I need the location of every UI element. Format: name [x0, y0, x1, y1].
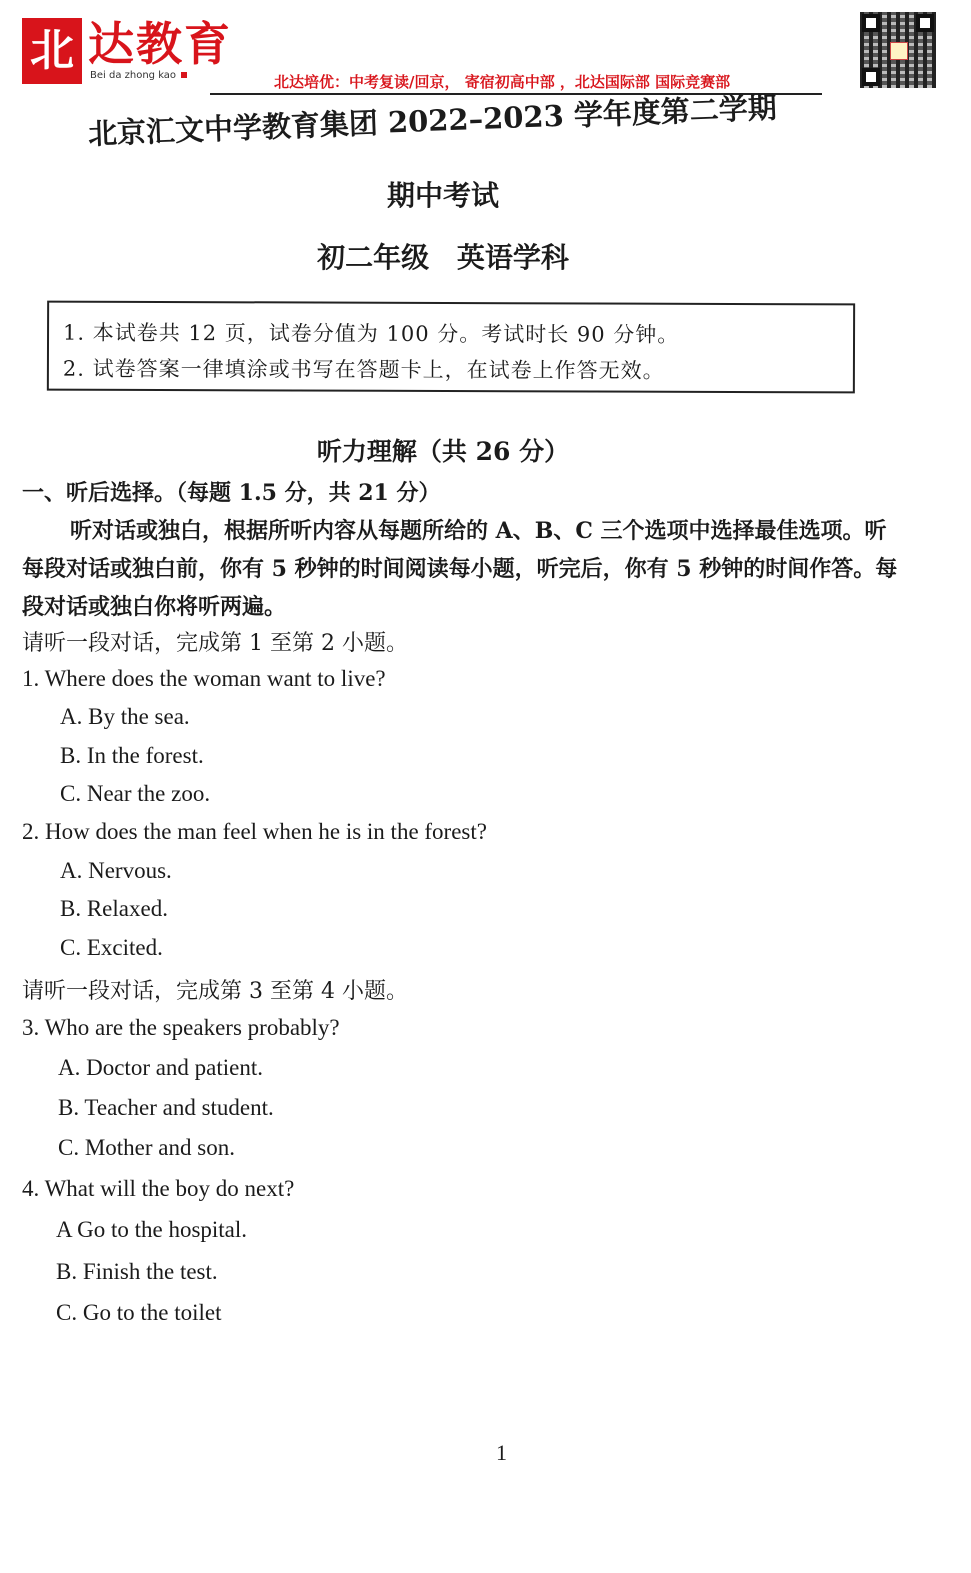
instructions: 听对话或独白，根据所听内容从每题所给的 A、B、C 三个选项中选择最佳选项。听每段对话或独白前，你有 5 秒钟的时间阅读每小题，听完后，你有 5 秒钟的时间作答。每段对话或独白你将听两遍。: [22, 518, 898, 620]
option: C. Mother and son.: [58, 1135, 235, 1160]
header-tagline: 北达培优：中考复读/回京， 寄宿初高中部 ，北达国际部 国际竞赛部: [274, 73, 731, 91]
exam-title: 北京汇文中学教育集团 2022–2023 学年度第二学期: [87, 90, 778, 151]
section-title: 听力理解（共 26 分）: [316, 437, 570, 466]
part-heading: 一、听后选择。（每题 1.5 分，共 21 分）: [22, 480, 441, 506]
option: C. Excited.: [60, 935, 163, 960]
logo-mark: 北: [22, 18, 82, 84]
option: B. Relaxed.: [60, 896, 168, 921]
option: A Go to the hospital.: [56, 1217, 248, 1242]
group-intro: 请听一段对话，完成第 3 至第 4 小题。: [22, 979, 408, 1004]
question: 4. What will the boy do next?: [22, 1176, 295, 1201]
logo-subtitle: Bei da zhong kao: [90, 70, 187, 81]
notice-line: 1. 本试卷共 12 页，试卷分值为 100 分。考试时长 90 分钟。: [63, 320, 680, 347]
option: C. Near the zoo.: [60, 781, 211, 806]
option: B. Finish the test.: [56, 1259, 218, 1284]
qr-code-icon: [860, 12, 936, 88]
question: 2. How does the man feel when he is in the forest?: [22, 819, 487, 844]
notice-box: [47, 301, 855, 394]
exam-subtitle: 期中考试: [386, 179, 499, 212]
notice-line: 2. 试卷答案一律填涂或书写在答题卡上，在试卷上作答无效。: [62, 356, 665, 383]
page-number: 1: [496, 1440, 507, 1465]
option: B. In the forest.: [60, 743, 204, 768]
question: 1. Where does the woman want to live?: [22, 666, 386, 691]
question: 3. Who are the speakers probably?: [22, 1015, 340, 1040]
grade-subject: 初二年级 英语学科: [317, 241, 569, 274]
option: C. Go to the toilet: [56, 1300, 222, 1325]
logo-text: 达教育: [88, 17, 232, 71]
option: A. Nervous.: [60, 858, 172, 883]
option: B. Teacher and student.: [58, 1095, 274, 1120]
option: A. By the sea.: [60, 704, 190, 729]
group-intro: 请听一段对话，完成第 1 至第 2 小题。: [22, 631, 408, 656]
option: A. Doctor and patient.: [58, 1055, 264, 1080]
